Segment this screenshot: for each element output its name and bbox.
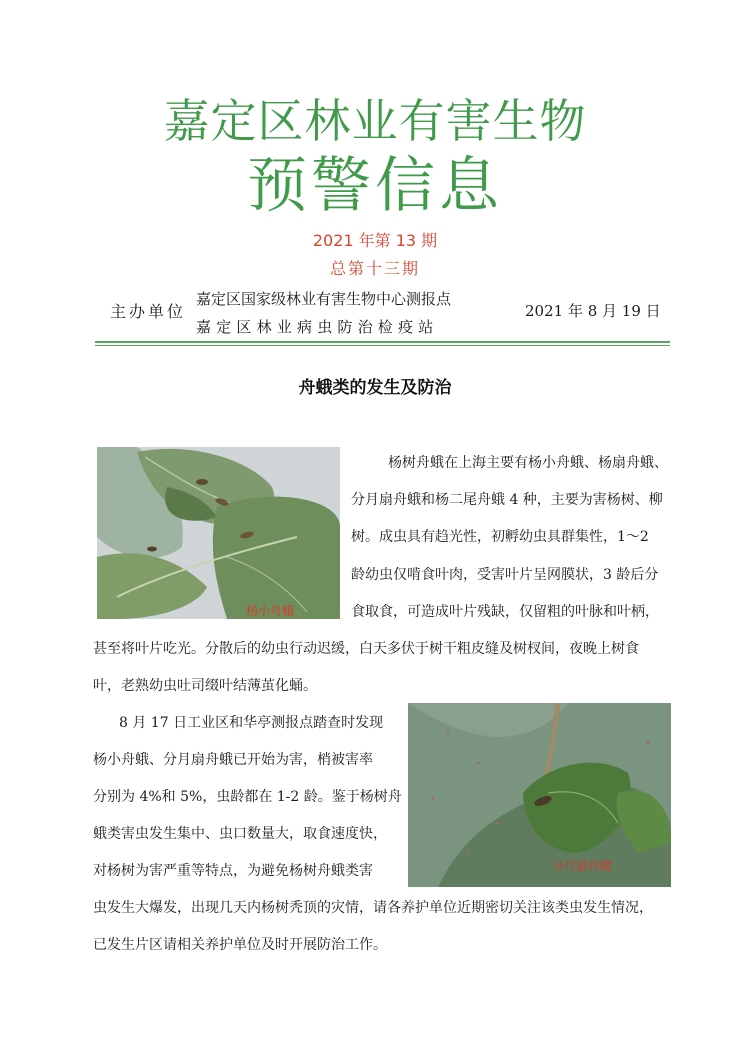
article-title: 舟蛾类的发生及防治 (298, 378, 452, 398)
paragraph-2-line: 蛾类害虫发生集中、虫口数量大，取食速度快， (93, 826, 387, 842)
bulletin-subtitle: 预警信息 (247, 151, 503, 221)
publish-date: 2021 年 8 月 19 日 (525, 302, 661, 320)
bulletin-title: 嘉定区林业有害生物 (163, 94, 587, 148)
header-divider-thin (95, 345, 670, 346)
sponsor-org-1: 嘉定区国家级林业有害生物中心测报点 (196, 290, 452, 308)
sponsor-org-2: 嘉定区林业病虫防治检疫站 (196, 318, 439, 336)
paragraph-2-line: 已发生片区请相关养护单位及时开展防治工作。 (93, 937, 387, 953)
paragraph-1-line: 叶，老熟幼虫吐司缀叶结薄茧化蛹。 (93, 678, 317, 694)
paragraph-2-line: 虫发生大爆发，出现几天内杨树秃顶的灾情，请各养护单位近期密切关注该类虫发生情况， (93, 900, 653, 916)
issue-number: 2021 年第 13 期 (312, 231, 438, 250)
paragraph-1-line: 甚至将叶片吃光。分散后的幼虫行动迟缓，白天多伏于树干粗皮缝及树杈间，夜晚上树食 (93, 641, 639, 657)
paragraph-2-line: 8 月 17 日工业区和华亭测报点踏查时发现 (119, 715, 384, 731)
larva-photo-1 (97, 447, 340, 619)
total-issue-number: 总第十三期 (329, 259, 420, 278)
paragraph-1-line: 杨树舟蛾在上海主要有杨小舟蛾、杨扇舟蛾、 (388, 455, 668, 471)
paragraph-2-line: 分别为 4%和 5%，虫龄都在 1-2 龄。鉴于杨树舟 (93, 789, 402, 805)
paragraph-1-line: 食取食，可造成叶片残缺，仅留粗的叶脉和叶柄， (351, 604, 659, 620)
photo-2-caption: 分月扇舟蛾 (552, 859, 613, 873)
paragraph-2-line: 对杨树为害严重等特点，为避免杨树舟蛾类害 (93, 863, 373, 879)
paragraph-1-line: 分月扇舟蛾和杨二尾舟蛾 4 种，主要为害杨树、柳 (351, 492, 663, 508)
photo-1-caption: 杨小舟蛾 (246, 604, 295, 618)
larva-photo-2 (408, 703, 671, 887)
header-divider (95, 341, 670, 343)
paragraph-1-line: 树。成虫具有趋光性，初孵幼虫具群集性，1～2 (351, 529, 649, 545)
paragraph-2-line: 杨小舟蛾、分月扇舟蛾已开始为害，梢被害率 (93, 752, 373, 768)
sponsor-label: 主办单位 (110, 302, 187, 321)
paragraph-1-line: 龄幼虫仅啃食叶肉，受害叶片呈网膜状，3 龄后分 (351, 567, 659, 583)
